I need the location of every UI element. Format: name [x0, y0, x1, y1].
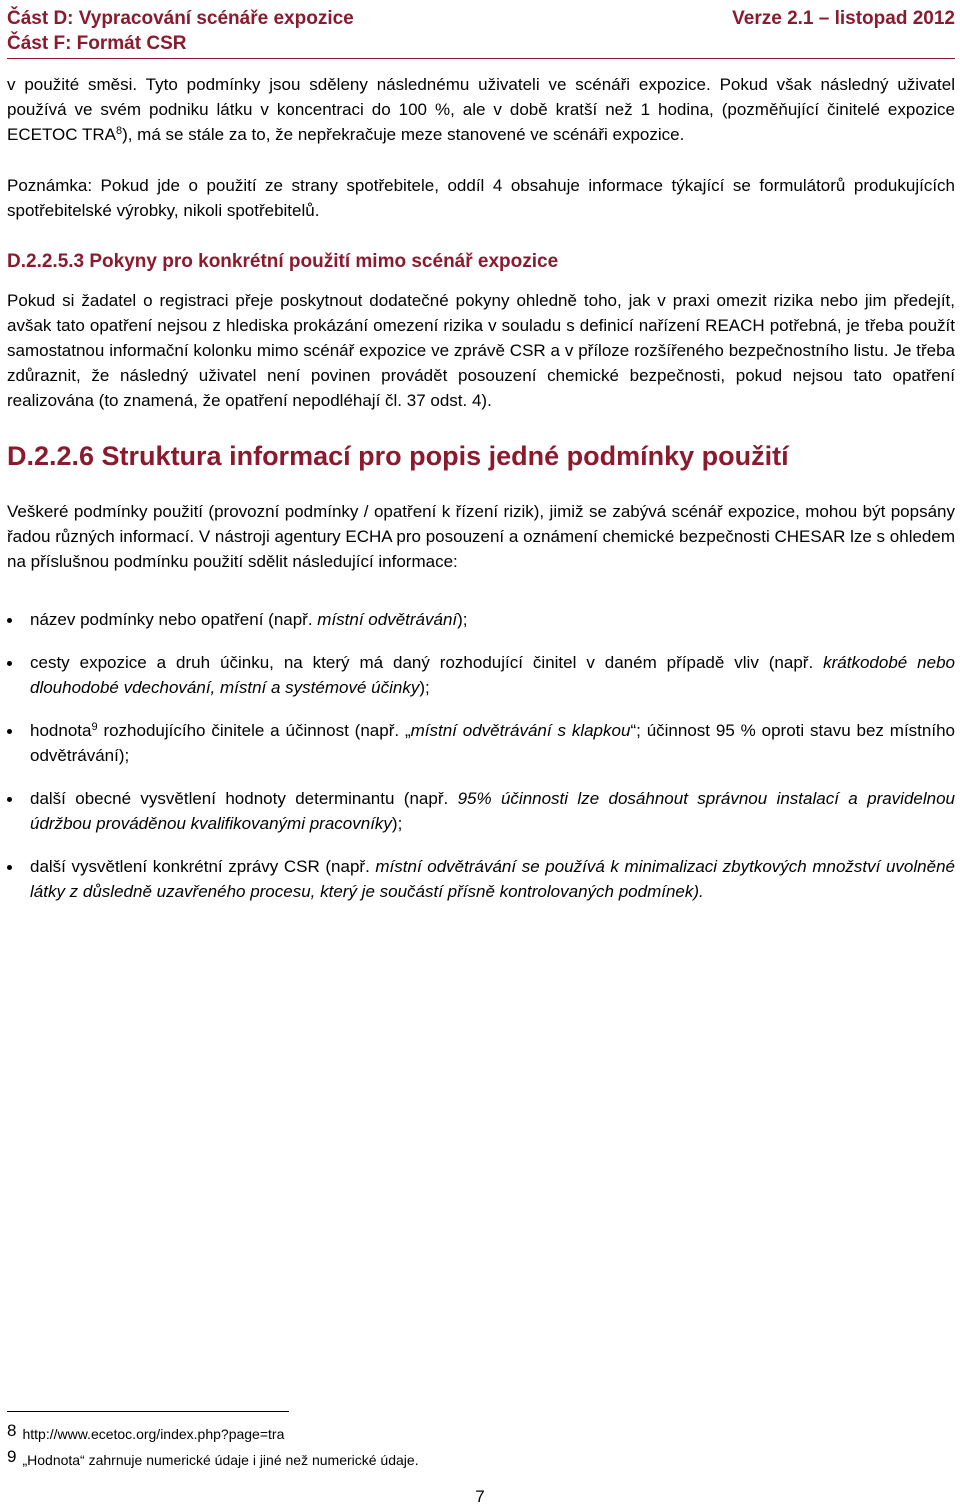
list-item-text-end: );	[419, 678, 430, 697]
list-item	[7, 786, 955, 836]
list-item-text: název podmínky nebo opatření (např.	[30, 610, 318, 629]
list-item-text-mid: rozhodujícího činitele a účinnost (např. „	[97, 721, 411, 740]
intro-paragraph	[7, 72, 955, 147]
document-body	[7, 72, 955, 922]
list-item-text: hodnota	[30, 721, 92, 740]
section-d226-body: Veškeré podmínky použití (provozní podmínky / opatření k řízení rizik), jimiž se zabývá scénář expozice, mohou být popsány řadou různých informací. V nástroji agentury ECHA pro posouzení a oznámení chemické bezpečnosti CHESAR lze s ohledem na příslušnou podmínku použití sdělit následující informace:	[7, 502, 955, 571]
list-item	[7, 607, 955, 632]
footnote-text: „Hodnota“ zahrnuje numerické údaje i jiné než numerické údaje.	[22, 1452, 419, 1468]
footnote-8	[7, 1421, 285, 1443]
intro-text-a: v použité směsi. Tyto podmínky jsou sděleny následnému uživateli ve scénáři expozice. Pokud však následný uživatel používá ve svém podniku látku v koncentraci do 100 %, ale v době kratší než 1 hodina, (pozměňující činitelé expozice ECETOC TRA	[7, 75, 955, 144]
bullet-icon	[7, 865, 12, 870]
footnote-link[interactable]: http://www.ecetoc.org/index.php?page=tra	[22, 1426, 285, 1442]
list-item	[7, 650, 955, 700]
note-paragraph: Poznámka: Pokud jde o použití ze strany spotřebitele, oddíl 4 obsahuje informace týkající se formulátorů produkujících spotřebitelské výrobky, nikoli spotřebitelů.	[7, 176, 955, 220]
list-item	[7, 718, 955, 768]
header-version: Verze 2.1 – listopad 2012	[732, 8, 955, 29]
list-item	[7, 854, 955, 904]
list-item-text-end: );	[457, 610, 468, 629]
list-item-example: krátkodobé nebo dlouhodobé vdechování, místní a systémové účinky	[30, 653, 955, 697]
list-item-text: další obecné vysvětlení hodnoty determinantu (např.	[30, 789, 458, 808]
page-header	[7, 6, 955, 56]
footnote-number: 9	[7, 1447, 17, 1466]
header-divider	[7, 58, 955, 59]
page-number: 7	[475, 1487, 485, 1506]
section-d2253-body: Pokud si žadatel o registraci přeje poskytnout dodatečné pokyny ohledně toho, jak v praxi omezit rizika nebo jim předejít, avšak tato opatření nejsou z hlediska prokázání omezení rizika v souladu s definicí nařízení REACH potřebná, je třeba použít samostatnou informační kolonku mimo scénář expozice ve zprávě CSR a v příloze rozšířeného bezpečnostního listu. Je třeba zdůraznit, že následný uživatel není povinen provádět posouzení chemické bezpečnosti, pokud nejsou tato opatření realizována (to znamená, že opatření nepodléhají čl. 37 odst. 4).	[7, 291, 955, 410]
list-item-example: místní odvětrávání s klapkou	[410, 721, 631, 740]
list-item-example: 95% účinnosti lze dosáhnout správnou instalací a pravidelnou údržbou prováděnou kvalifikovanými pracovníky	[30, 789, 956, 833]
bullet-icon	[7, 797, 12, 802]
intro-text-b: ), má se stále za to, že nepřekračuje meze stanovené ve scénáři expozice.	[122, 125, 685, 144]
bullet-icon	[7, 618, 12, 623]
footnote-number: 8	[7, 1421, 17, 1440]
bullet-icon	[7, 661, 12, 666]
footnote-ref-8[interactable]: 8	[115, 125, 123, 137]
list-item-text: další vysvětlení konkrétní zprávy CSR (např.	[30, 857, 376, 876]
section-heading-d226: D.2.2.6 Struktura informací pro popis jedné podmínky použití	[7, 441, 789, 471]
footnote-9	[7, 1447, 419, 1469]
list-item-text-end: “; účinnost 95 % oproti stavu bez místního odvětrávání);	[30, 721, 955, 765]
bullet-icon	[7, 729, 12, 734]
header-title: Část D: Vypracování scénáře expozice	[7, 8, 354, 29]
section-heading-d2253: D.2.2.5.3 Pokyny pro konkrétní použití mimo scénář expozice	[7, 251, 559, 272]
list-item-text-end: );	[391, 814, 403, 833]
information-list	[7, 607, 955, 904]
list-item-example: místní odvětrávání	[317, 610, 458, 629]
footnote-ref-9[interactable]: 9	[91, 721, 98, 733]
list-item-text: cesty expozice a druh účinku, na který má daný rozhodující činitel v daném případě vliv (např.	[30, 653, 824, 672]
header-subtitle: Část F: Formát CSR	[7, 33, 187, 54]
list-item-example: místní odvětrávání se používá k minimalizaci zbytkových množství uvolněné látky z důsledně uzavřeného procesu, který je součástí přísně kontrolovaných podmínek).	[30, 857, 955, 901]
footnote-divider	[7, 1411, 289, 1412]
